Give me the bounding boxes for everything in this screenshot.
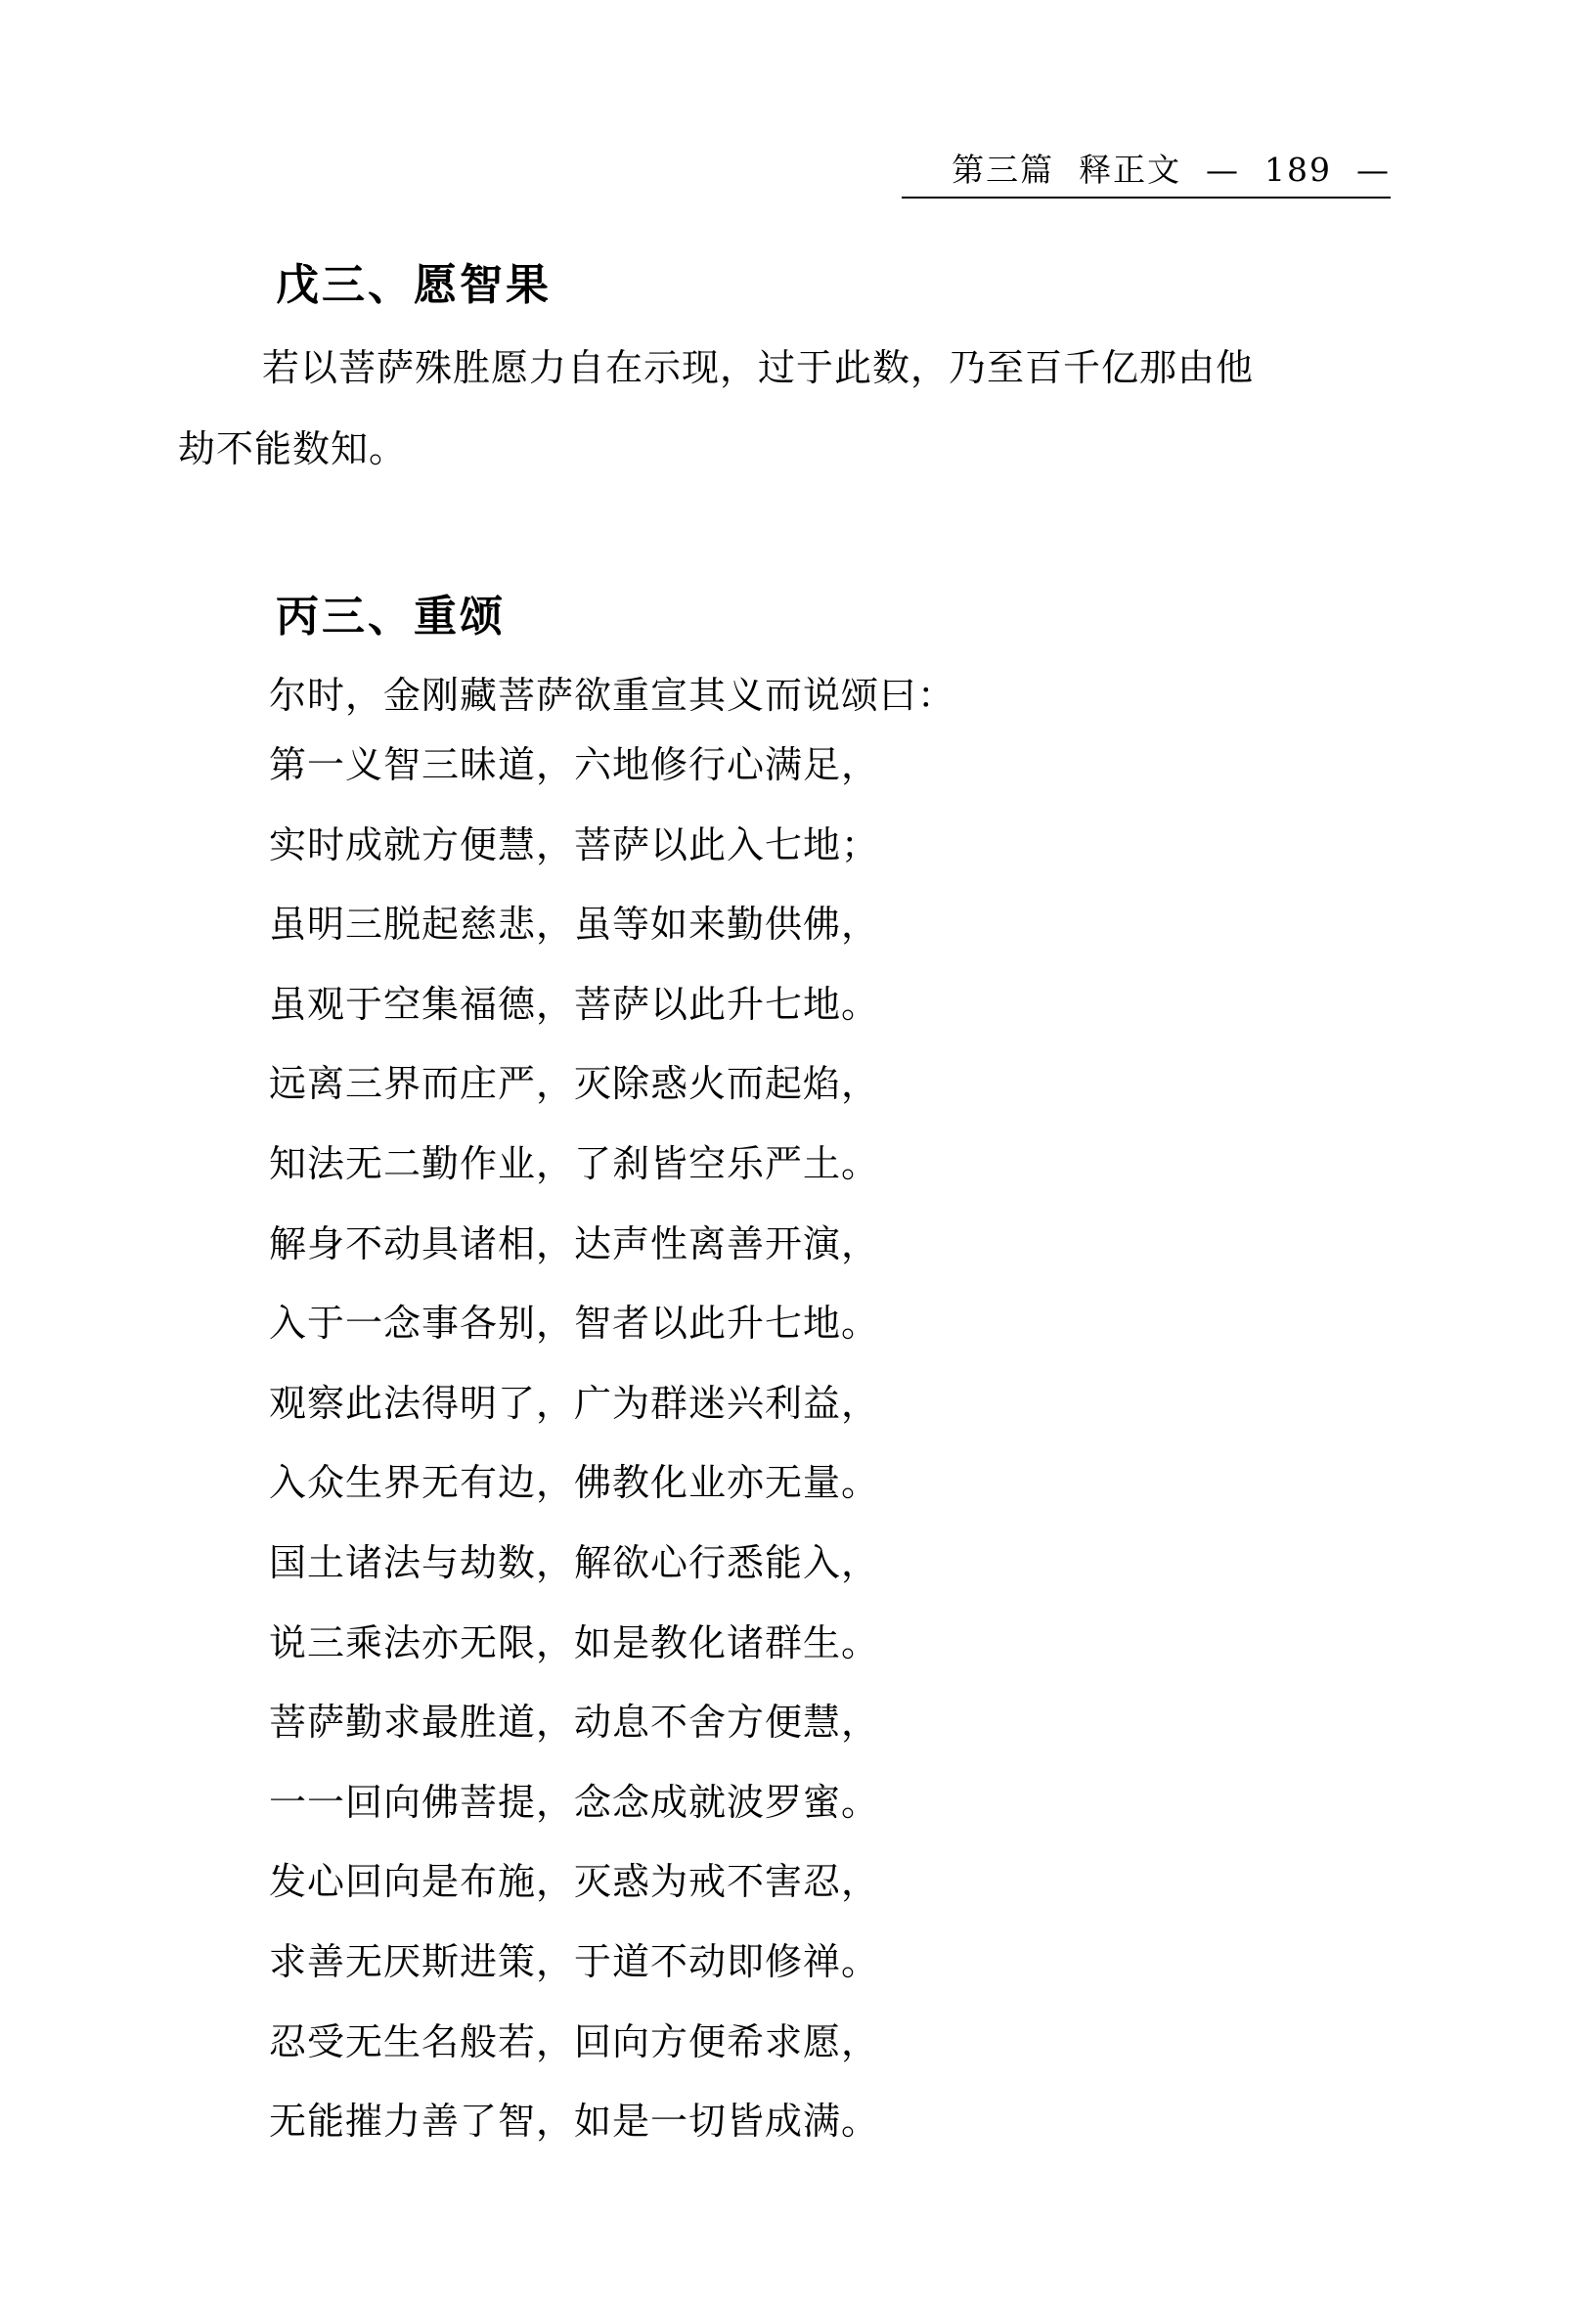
verse-line: 无能摧力善了智，如是一切皆成满。 <box>269 2100 880 2144</box>
paragraph-line: 若以菩萨殊胜愿力自在示现，过于此数，乃至百千亿那由他 <box>262 346 1255 389</box>
verse-line: 国土诸法与劫数，解欲心行悉能入， <box>269 1540 880 1584</box>
section-heading-1: 戊三、愿智果 <box>276 260 552 310</box>
running-header <box>902 145 1391 199</box>
verse-line: 菩萨勤求最胜道，动息不舍方便慧， <box>269 1701 880 1745</box>
verse-intro: 尔时，金刚藏菩萨欲重宣其义而说颂曰： <box>269 674 956 717</box>
verse-line: 一一回向佛菩提，念念成就波罗蜜。 <box>269 1780 880 1824</box>
section-heading-2: 丙三、重颂 <box>276 592 506 642</box>
verse-line: 实时成就方便慧，菩萨以此入七地； <box>269 822 880 866</box>
verse-line: 虽明三脱起慈悲，虽等如来勤供佛， <box>269 903 880 947</box>
verse-line: 远离三界而庄严，灭除惑火而起焰， <box>269 1062 880 1106</box>
paragraph-line: 劫不能数知。 <box>178 427 408 470</box>
verse-line: 说三乘法亦无限，如是教化诸群生。 <box>269 1620 880 1664</box>
running-header-text: 第三篇 释正文 — 189 — <box>952 151 1391 189</box>
verse-line: 发心回向是布施，灭惑为戒不害忍， <box>269 1860 880 1904</box>
verse-line: 解身不动具诸相，达声性离善开演， <box>269 1221 880 1265</box>
verse-line: 入众生界无有边，佛教化业亦无量。 <box>269 1461 880 1505</box>
verse-line: 虽观于空集福德，菩萨以此升七地。 <box>269 982 880 1026</box>
verse-line: 入于一念事各别，智者以此升七地。 <box>269 1302 880 1346</box>
verse-line: 第一义智三昧道，六地修行心满足， <box>269 743 880 786</box>
verse-line: 观察此法得明了，广为群迷兴利益， <box>269 1381 880 1425</box>
verse-line: 求善无厌斯进策，于道不动即修禅。 <box>269 1939 880 1983</box>
verse-block <box>269 726 1442 2162</box>
verse-line: 知法无二勤作业，了刹皆空乐严土。 <box>269 1141 880 1185</box>
verse-line: 忍受无生名般若，回向方便希求愿， <box>269 2019 880 2063</box>
